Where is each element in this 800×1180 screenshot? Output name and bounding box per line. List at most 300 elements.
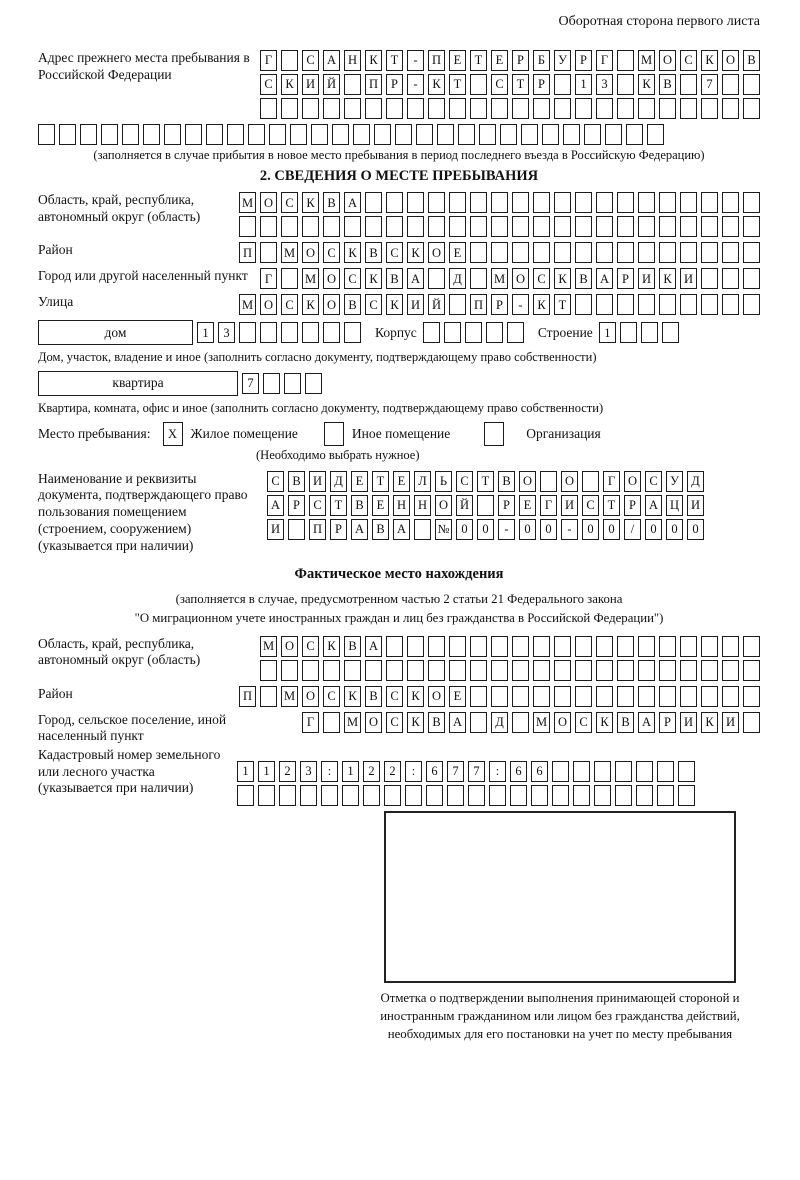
char-cell[interactable] xyxy=(407,192,424,213)
char-cell[interactable]: Н xyxy=(393,495,410,516)
char-cell[interactable] xyxy=(659,216,676,237)
char-cell[interactable] xyxy=(302,660,319,681)
char-cell[interactable]: М xyxy=(281,242,298,263)
char-cell[interactable] xyxy=(479,124,496,145)
char-cell[interactable]: 7 xyxy=(701,74,718,95)
char-cell[interactable] xyxy=(416,124,433,145)
char-cell[interactable]: О xyxy=(519,471,536,492)
char-cell[interactable]: К xyxy=(596,712,613,733)
char-cell[interactable]: В xyxy=(365,686,382,707)
char-cell[interactable] xyxy=(512,712,529,733)
char-cell[interactable] xyxy=(554,74,571,95)
char-cell[interactable] xyxy=(575,216,592,237)
char-cell[interactable]: С xyxy=(365,294,382,315)
char-cell[interactable]: М xyxy=(239,192,256,213)
char-cell[interactable]: Е xyxy=(449,242,466,263)
char-cell[interactable]: О xyxy=(624,471,641,492)
char-cell[interactable]: Т xyxy=(470,50,487,71)
char-cell[interactable] xyxy=(743,242,760,263)
char-cell[interactable]: - xyxy=(407,50,424,71)
char-cell[interactable]: Й xyxy=(428,294,445,315)
char-cell[interactable]: С xyxy=(491,74,508,95)
char-cell[interactable]: О xyxy=(260,192,277,213)
char-cell[interactable]: 0 xyxy=(519,519,536,540)
char-cell[interactable] xyxy=(617,74,634,95)
char-cell[interactable] xyxy=(615,785,632,806)
char-cell[interactable]: Ь xyxy=(435,471,452,492)
char-cell[interactable] xyxy=(554,242,571,263)
char-cell[interactable] xyxy=(638,192,655,213)
char-cell[interactable]: И xyxy=(267,519,284,540)
char-cell[interactable] xyxy=(701,216,718,237)
char-cell[interactable] xyxy=(573,761,590,782)
char-cell[interactable]: С xyxy=(302,50,319,71)
char-cell[interactable]: В xyxy=(743,50,760,71)
char-cell[interactable] xyxy=(659,294,676,315)
char-cell[interactable]: К xyxy=(365,268,382,289)
char-cell[interactable]: И xyxy=(302,74,319,95)
char-cell[interactable] xyxy=(465,322,482,343)
char-cell[interactable] xyxy=(722,294,739,315)
other-premises-checkbox[interactable] xyxy=(324,422,344,446)
char-cell[interactable] xyxy=(512,636,529,657)
char-cell[interactable]: В xyxy=(288,471,305,492)
char-cell[interactable]: К xyxy=(323,636,340,657)
char-cell[interactable] xyxy=(302,98,319,119)
char-cell[interactable]: И xyxy=(638,268,655,289)
char-cell[interactable] xyxy=(449,216,466,237)
char-cell[interactable] xyxy=(423,322,440,343)
char-cell[interactable] xyxy=(575,242,592,263)
char-cell[interactable] xyxy=(489,785,506,806)
char-cell[interactable] xyxy=(38,124,55,145)
char-cell[interactable] xyxy=(323,712,340,733)
char-cell[interactable]: Д xyxy=(687,471,704,492)
char-cell[interactable] xyxy=(59,124,76,145)
char-cell[interactable] xyxy=(575,294,592,315)
char-cell[interactable] xyxy=(449,294,466,315)
char-cell[interactable] xyxy=(512,686,529,707)
char-cell[interactable] xyxy=(407,636,424,657)
char-cell[interactable]: Р xyxy=(533,74,550,95)
char-cell[interactable] xyxy=(617,192,634,213)
char-cell[interactable] xyxy=(743,74,760,95)
char-cell[interactable]: 6 xyxy=(510,761,527,782)
char-cell[interactable] xyxy=(554,216,571,237)
char-cell[interactable] xyxy=(281,322,298,343)
char-cell[interactable] xyxy=(344,216,361,237)
char-cell[interactable] xyxy=(470,268,487,289)
char-cell[interactable] xyxy=(512,192,529,213)
char-cell[interactable]: 7 xyxy=(447,761,464,782)
char-cell[interactable] xyxy=(620,322,637,343)
char-cell[interactable] xyxy=(680,242,697,263)
char-cell[interactable] xyxy=(563,124,580,145)
char-cell[interactable]: 0 xyxy=(477,519,494,540)
char-cell[interactable] xyxy=(636,761,653,782)
char-cell[interactable]: П xyxy=(470,294,487,315)
char-cell[interactable] xyxy=(101,124,118,145)
residential-checkbox[interactable]: X xyxy=(163,422,183,446)
char-cell[interactable]: О xyxy=(365,712,382,733)
char-cell[interactable]: 3 xyxy=(218,322,235,343)
char-cell[interactable]: Е xyxy=(372,495,389,516)
char-cell[interactable]: С xyxy=(281,192,298,213)
char-cell[interactable] xyxy=(449,192,466,213)
char-cell[interactable]: 6 xyxy=(531,761,548,782)
char-cell[interactable] xyxy=(575,98,592,119)
char-cell[interactable] xyxy=(80,124,97,145)
char-cell[interactable]: - xyxy=(512,294,529,315)
char-cell[interactable]: А xyxy=(323,50,340,71)
char-cell[interactable] xyxy=(407,660,424,681)
char-cell[interactable]: Г xyxy=(260,268,277,289)
char-cell[interactable]: Р xyxy=(498,495,515,516)
char-cell[interactable] xyxy=(701,636,718,657)
char-cell[interactable]: С xyxy=(281,294,298,315)
char-cell[interactable] xyxy=(323,322,340,343)
char-cell[interactable]: Е xyxy=(351,471,368,492)
char-cell[interactable]: - xyxy=(498,519,515,540)
char-cell[interactable]: О xyxy=(281,636,298,657)
char-cell[interactable]: О xyxy=(260,294,277,315)
char-cell[interactable] xyxy=(470,686,487,707)
char-cell[interactable] xyxy=(701,660,718,681)
house-type-box[interactable]: дом xyxy=(38,320,193,345)
char-cell[interactable]: В xyxy=(575,268,592,289)
char-cell[interactable] xyxy=(428,98,445,119)
char-cell[interactable] xyxy=(743,192,760,213)
char-cell[interactable]: - xyxy=(561,519,578,540)
char-cell[interactable]: П xyxy=(309,519,326,540)
char-cell[interactable]: М xyxy=(638,50,655,71)
char-cell[interactable] xyxy=(596,636,613,657)
char-cell[interactable]: О xyxy=(302,686,319,707)
char-cell[interactable]: С xyxy=(456,471,473,492)
char-cell[interactable] xyxy=(428,268,445,289)
char-cell[interactable]: О xyxy=(428,686,445,707)
char-cell[interactable]: К xyxy=(365,50,382,71)
char-cell[interactable] xyxy=(281,216,298,237)
char-cell[interactable]: В xyxy=(659,74,676,95)
char-cell[interactable] xyxy=(365,192,382,213)
char-cell[interactable] xyxy=(594,761,611,782)
char-cell[interactable]: Й xyxy=(323,74,340,95)
char-cell[interactable]: О xyxy=(554,712,571,733)
char-cell[interactable]: И xyxy=(687,495,704,516)
char-cell[interactable]: Й xyxy=(456,495,473,516)
char-cell[interactable] xyxy=(701,242,718,263)
char-cell[interactable]: К xyxy=(386,294,403,315)
char-cell[interactable]: Г xyxy=(302,712,319,733)
char-cell[interactable] xyxy=(447,785,464,806)
char-cell[interactable] xyxy=(239,216,256,237)
char-cell[interactable]: А xyxy=(638,712,655,733)
char-cell[interactable] xyxy=(395,124,412,145)
char-cell[interactable]: С xyxy=(323,242,340,263)
char-cell[interactable] xyxy=(500,124,517,145)
char-cell[interactable]: В xyxy=(365,242,382,263)
char-cell[interactable] xyxy=(344,322,361,343)
char-cell[interactable] xyxy=(647,124,664,145)
char-cell[interactable] xyxy=(605,124,622,145)
char-cell[interactable]: К xyxy=(533,294,550,315)
char-cell[interactable] xyxy=(722,242,739,263)
char-cell[interactable]: К xyxy=(701,50,718,71)
char-cell[interactable]: 0 xyxy=(456,519,473,540)
char-cell[interactable]: С xyxy=(344,268,361,289)
char-cell[interactable]: А xyxy=(449,712,466,733)
char-cell[interactable] xyxy=(521,124,538,145)
char-cell[interactable] xyxy=(743,98,760,119)
char-cell[interactable] xyxy=(554,660,571,681)
char-cell[interactable]: К xyxy=(659,268,676,289)
char-cell[interactable] xyxy=(678,761,695,782)
stay-option-residential[interactable] xyxy=(151,422,298,446)
char-cell[interactable] xyxy=(449,636,466,657)
char-cell[interactable]: С xyxy=(386,686,403,707)
char-cell[interactable] xyxy=(365,216,382,237)
char-cell[interactable] xyxy=(638,660,655,681)
char-cell[interactable] xyxy=(722,268,739,289)
char-cell[interactable] xyxy=(680,660,697,681)
char-cell[interactable] xyxy=(414,519,431,540)
char-cell[interactable] xyxy=(512,98,529,119)
char-cell[interactable]: : xyxy=(405,761,422,782)
char-cell[interactable] xyxy=(680,636,697,657)
char-cell[interactable]: 0 xyxy=(540,519,557,540)
char-cell[interactable]: К xyxy=(281,74,298,95)
char-cell[interactable]: 3 xyxy=(300,761,317,782)
char-cell[interactable] xyxy=(596,242,613,263)
char-cell[interactable] xyxy=(575,192,592,213)
char-cell[interactable] xyxy=(437,124,454,145)
char-cell[interactable] xyxy=(596,294,613,315)
char-cell[interactable] xyxy=(206,124,223,145)
char-cell[interactable] xyxy=(722,636,739,657)
char-cell[interactable]: И xyxy=(680,268,697,289)
char-cell[interactable] xyxy=(386,98,403,119)
char-cell[interactable]: С xyxy=(575,712,592,733)
char-cell[interactable] xyxy=(428,660,445,681)
char-cell[interactable] xyxy=(342,785,359,806)
char-cell[interactable] xyxy=(470,712,487,733)
char-cell[interactable] xyxy=(258,785,275,806)
char-cell[interactable]: С xyxy=(386,242,403,263)
char-cell[interactable]: С xyxy=(267,471,284,492)
char-cell[interactable]: О xyxy=(659,50,676,71)
char-cell[interactable]: : xyxy=(489,761,506,782)
char-cell[interactable]: П xyxy=(365,74,382,95)
char-cell[interactable] xyxy=(722,686,739,707)
char-cell[interactable] xyxy=(743,216,760,237)
char-cell[interactable] xyxy=(426,785,443,806)
char-cell[interactable] xyxy=(722,660,739,681)
char-cell[interactable] xyxy=(290,124,307,145)
char-cell[interactable]: С xyxy=(533,268,550,289)
char-cell[interactable] xyxy=(701,192,718,213)
char-cell[interactable] xyxy=(374,124,391,145)
char-cell[interactable]: 1 xyxy=(258,761,275,782)
char-cell[interactable] xyxy=(407,98,424,119)
char-cell[interactable]: Т xyxy=(386,50,403,71)
char-cell[interactable]: И xyxy=(309,471,326,492)
char-cell[interactable] xyxy=(407,216,424,237)
char-cell[interactable]: Е xyxy=(491,50,508,71)
char-cell[interactable] xyxy=(701,268,718,289)
char-cell[interactable] xyxy=(237,785,254,806)
char-cell[interactable]: Т xyxy=(512,74,529,95)
char-cell[interactable]: А xyxy=(267,495,284,516)
char-cell[interactable]: П xyxy=(239,686,256,707)
char-cell[interactable] xyxy=(386,660,403,681)
char-cell[interactable] xyxy=(743,268,760,289)
char-cell[interactable] xyxy=(449,660,466,681)
char-cell[interactable] xyxy=(288,519,305,540)
char-cell[interactable]: 1 xyxy=(237,761,254,782)
char-cell[interactable]: С xyxy=(582,495,599,516)
char-cell[interactable] xyxy=(507,322,524,343)
char-cell[interactable]: К xyxy=(344,242,361,263)
char-cell[interactable] xyxy=(470,192,487,213)
char-cell[interactable] xyxy=(470,636,487,657)
char-cell[interactable]: Р xyxy=(330,519,347,540)
char-cell[interactable]: В xyxy=(428,712,445,733)
char-cell[interactable]: И xyxy=(561,495,578,516)
char-cell[interactable] xyxy=(477,495,494,516)
char-cell[interactable] xyxy=(263,373,280,394)
char-cell[interactable]: О xyxy=(512,268,529,289)
char-cell[interactable] xyxy=(680,294,697,315)
char-cell[interactable] xyxy=(510,785,527,806)
char-cell[interactable] xyxy=(491,98,508,119)
char-cell[interactable] xyxy=(701,98,718,119)
char-cell[interactable] xyxy=(617,98,634,119)
char-cell[interactable] xyxy=(657,785,674,806)
char-cell[interactable]: О xyxy=(561,471,578,492)
char-cell[interactable]: О xyxy=(323,268,340,289)
char-cell[interactable] xyxy=(722,216,739,237)
char-cell[interactable] xyxy=(542,124,559,145)
char-cell[interactable] xyxy=(680,216,697,237)
char-cell[interactable] xyxy=(470,98,487,119)
char-cell[interactable]: - xyxy=(407,74,424,95)
char-cell[interactable]: Р xyxy=(491,294,508,315)
char-cell[interactable] xyxy=(311,124,328,145)
char-cell[interactable] xyxy=(596,98,613,119)
char-cell[interactable]: 1 xyxy=(575,74,592,95)
char-cell[interactable]: 0 xyxy=(645,519,662,540)
char-cell[interactable]: 1 xyxy=(342,761,359,782)
char-cell[interactable] xyxy=(680,74,697,95)
char-cell[interactable] xyxy=(384,785,401,806)
char-cell[interactable] xyxy=(323,660,340,681)
char-cell[interactable] xyxy=(582,471,599,492)
char-cell[interactable] xyxy=(596,686,613,707)
char-cell[interactable]: Е xyxy=(519,495,536,516)
char-cell[interactable] xyxy=(680,686,697,707)
char-cell[interactable]: Г xyxy=(540,495,557,516)
char-cell[interactable]: В xyxy=(351,495,368,516)
organization-checkbox[interactable] xyxy=(484,422,504,446)
char-cell[interactable] xyxy=(722,192,739,213)
char-cell[interactable] xyxy=(617,242,634,263)
char-cell[interactable]: П xyxy=(239,242,256,263)
char-cell[interactable]: О xyxy=(302,242,319,263)
char-cell[interactable]: С xyxy=(309,495,326,516)
char-cell[interactable] xyxy=(743,660,760,681)
char-cell[interactable]: К xyxy=(344,686,361,707)
char-cell[interactable]: М xyxy=(239,294,256,315)
char-cell[interactable]: : xyxy=(321,761,338,782)
char-cell[interactable]: А xyxy=(344,192,361,213)
char-cell[interactable] xyxy=(659,192,676,213)
char-cell[interactable] xyxy=(554,686,571,707)
char-cell[interactable]: Н xyxy=(414,495,431,516)
char-cell[interactable] xyxy=(743,294,760,315)
char-cell[interactable]: К xyxy=(428,74,445,95)
char-cell[interactable]: М xyxy=(491,268,508,289)
char-cell[interactable] xyxy=(470,216,487,237)
char-cell[interactable]: В xyxy=(372,519,389,540)
char-cell[interactable] xyxy=(449,98,466,119)
char-cell[interactable]: К xyxy=(701,712,718,733)
char-cell[interactable] xyxy=(344,98,361,119)
char-cell[interactable] xyxy=(626,124,643,145)
char-cell[interactable]: А xyxy=(351,519,368,540)
char-cell[interactable] xyxy=(638,242,655,263)
char-cell[interactable]: С xyxy=(680,50,697,71)
char-cell[interactable]: С xyxy=(323,686,340,707)
char-cell[interactable] xyxy=(468,785,485,806)
char-cell[interactable] xyxy=(659,636,676,657)
char-cell[interactable]: О xyxy=(428,242,445,263)
char-cell[interactable] xyxy=(353,124,370,145)
char-cell[interactable] xyxy=(617,216,634,237)
char-cell[interactable] xyxy=(486,322,503,343)
char-cell[interactable]: О xyxy=(435,495,452,516)
char-cell[interactable]: Л xyxy=(414,471,431,492)
char-cell[interactable]: Т xyxy=(554,294,571,315)
char-cell[interactable] xyxy=(636,785,653,806)
char-cell[interactable] xyxy=(281,98,298,119)
char-cell[interactable]: В xyxy=(323,192,340,213)
char-cell[interactable] xyxy=(428,192,445,213)
char-cell[interactable] xyxy=(512,216,529,237)
char-cell[interactable] xyxy=(386,192,403,213)
char-cell[interactable] xyxy=(575,686,592,707)
char-cell[interactable] xyxy=(302,216,319,237)
char-cell[interactable] xyxy=(617,660,634,681)
char-cell[interactable]: Е xyxy=(449,50,466,71)
char-cell[interactable] xyxy=(554,98,571,119)
char-cell[interactable] xyxy=(444,322,461,343)
char-cell[interactable] xyxy=(659,98,676,119)
char-cell[interactable] xyxy=(617,294,634,315)
char-cell[interactable] xyxy=(554,192,571,213)
char-cell[interactable]: 3 xyxy=(596,74,613,95)
char-cell[interactable] xyxy=(491,192,508,213)
char-cell[interactable] xyxy=(659,660,676,681)
char-cell[interactable]: Д xyxy=(491,712,508,733)
char-cell[interactable] xyxy=(680,192,697,213)
char-cell[interactable]: Е xyxy=(449,686,466,707)
char-cell[interactable]: Т xyxy=(330,495,347,516)
char-cell[interactable] xyxy=(680,98,697,119)
char-cell[interactable] xyxy=(662,322,679,343)
char-cell[interactable] xyxy=(491,216,508,237)
char-cell[interactable] xyxy=(533,660,550,681)
